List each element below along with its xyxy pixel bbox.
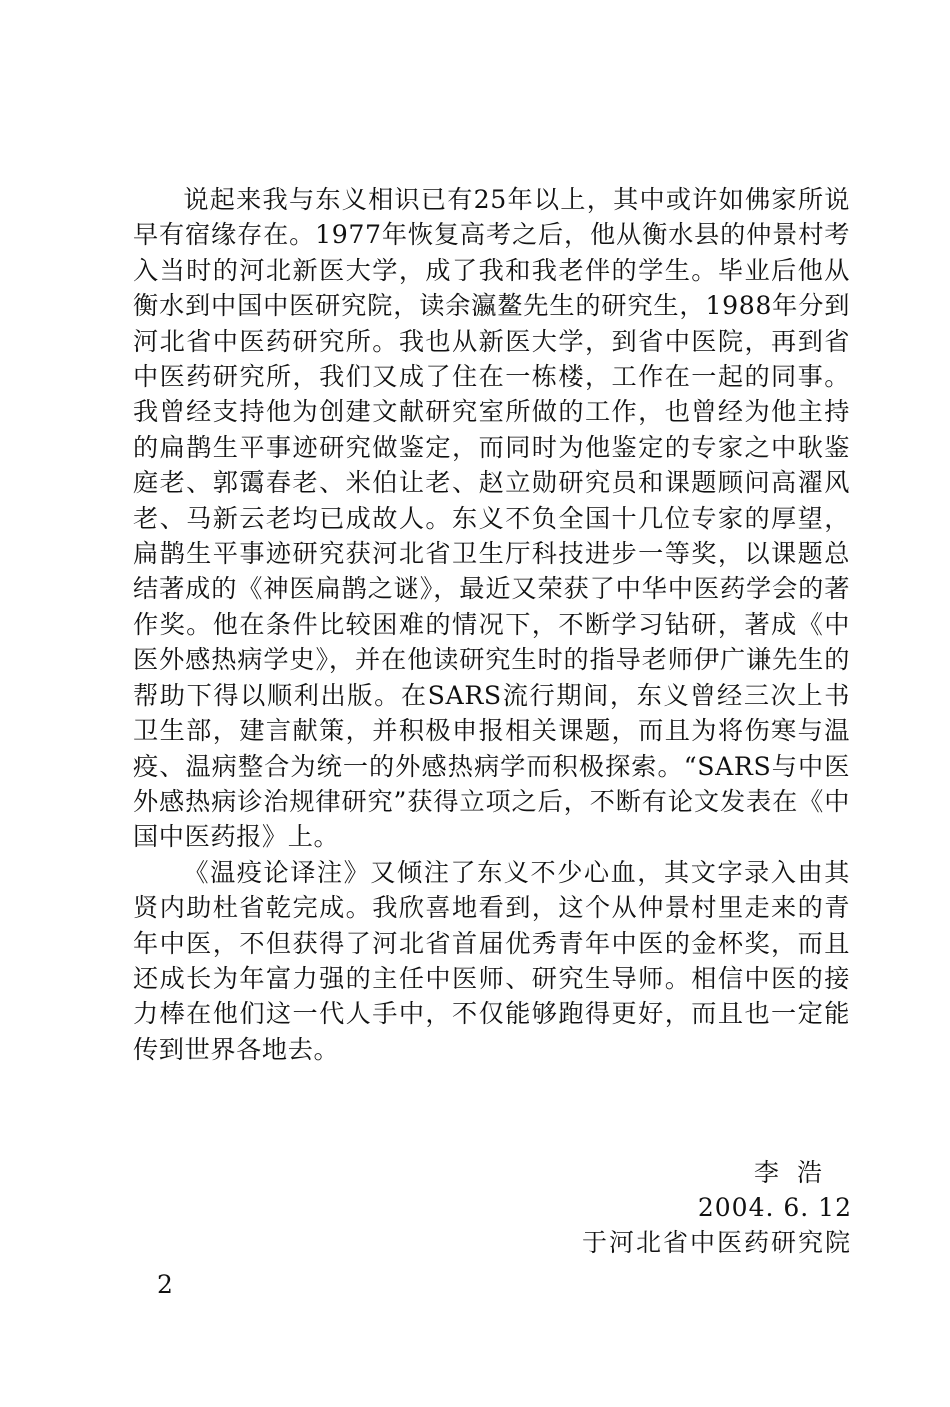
paragraph: 《温疫论译注》又倾注了东义不少心血，其文字录入由其贤内助杜省乾完成。我欣喜地看到，这个从仲景村里走来的青年中医，不但获得了河北省首届优秀青年中医的金杯奖，而且还成长为年富力强的主任中医师、研究生导师。相信中医的接力棒在他们这一代人手中，不仅能够跑得更好，而且也一定能传到世界各地去。 [133, 857, 850, 1064]
page-number: 2 [157, 1270, 173, 1299]
signature-date: 2004. 6. 12 [697, 1193, 852, 1222]
paragraph: 说起来我与东义相识已有25年以上，其中或许如佛家所说早有宿缘存在。1977年恢复高考之后，他从衡水县的仲景村考入当时的河北新医大学，成了我和我老伴的学生。毕业后他从衡水到中国中医研究院，读余瀛鳌先生的研究生，1988年分到河北省中医药研究所。我也从新医大学，到省中医院，再到省中医药研究所，我们又成了住在一栋楼，工作在一起的同事。我曾经支持他为创建文献研究室所做的工作，也曾经为他主持的扁鹊生平事迹研究做鉴定，而同时为他鉴定的专家之中耿鉴庭老、郭霭春老、米伯让老、赵立勋研究员和课题顾问高濯风老、马新云老均已成故人。东义不负全国十几位专家的厚望，扁鹊生平事迹研究获河北省卫生厅科技进步一等奖，以课题总结著成的《神医扁鹊之谜》，最近又荣获了中华中医药学会的著作奖。他在条件比较困难的情况下，不断学习钻研，著成《中医外感热病学史》，并在他读研究生时的指导老师伊广谦先生的帮助下得以顺利出版。在SARS流行期间，东义曾经三次上书卫生部，建言献策，并积极申报相关课题，而且为将伤寒与温疫、温病整合为统一的外感热病学而积极探索。“SARS与中医外感热病诊治规律研究”获得立项之后，不断有论文发表在《中国中医药报》上。 [133, 185, 850, 852]
author-name: 李浩 [753, 1158, 840, 1187]
body-text [133, 182, 850, 1067]
signature-place: 于河北省中医药研究院 [581, 1228, 852, 1257]
signature-block [582, 1155, 852, 1260]
